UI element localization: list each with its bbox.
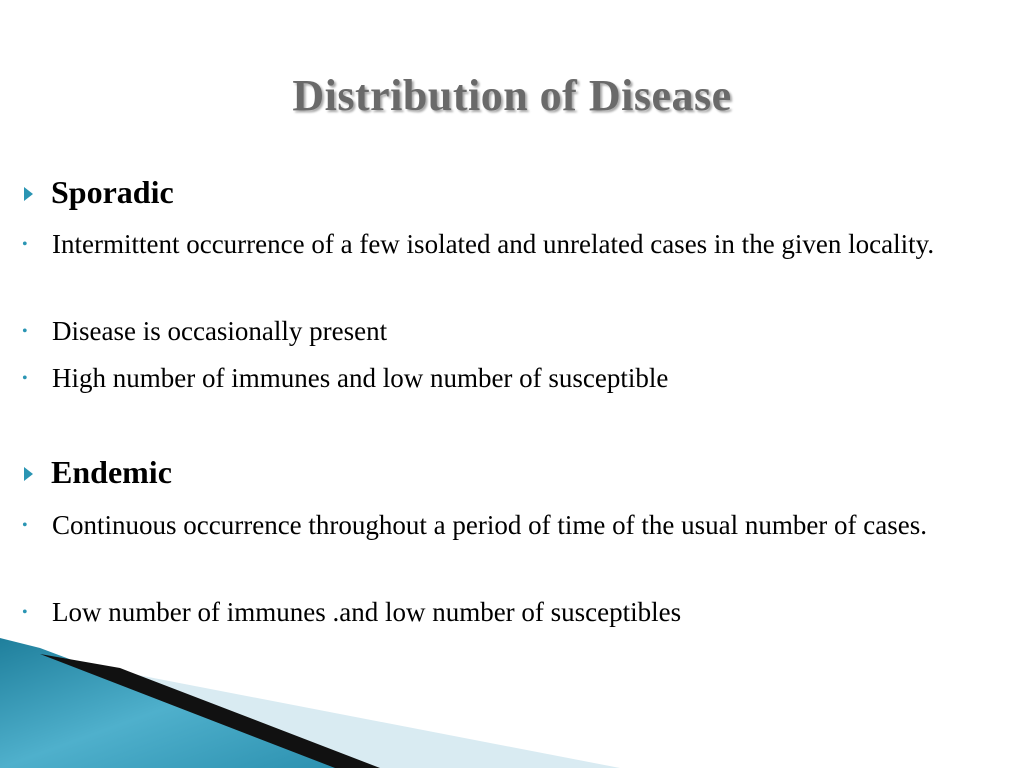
bullet-text: High number of immunes and low number of susceptible [52, 363, 669, 393]
bullet-dot-icon: • [22, 517, 28, 534]
bullet-text: Continuous occurrence throughout a period of time of the usual number of cases. [52, 510, 928, 540]
section-heading-text: Endemic [51, 454, 172, 490]
arrow-bullet-icon [24, 467, 33, 481]
arrow-bullet-icon [24, 187, 33, 201]
bullet-dot-icon: • [22, 236, 28, 253]
section-heading-endemic [24, 454, 172, 491]
list-item [22, 311, 982, 352]
decorative-wave [0, 638, 1024, 768]
list-item [22, 505, 982, 546]
list-item [22, 358, 982, 399]
slide-title: Distribution of Disease [292, 71, 732, 120]
section-heading-sporadic [24, 174, 174, 211]
bullet-text: Disease is occasionally present [52, 316, 388, 346]
bullet-dot-icon: • [22, 323, 28, 340]
list-item [22, 592, 982, 633]
bullet-dot-icon: • [22, 604, 28, 621]
bullet-text: Low number of immunes .and low number of susceptibles [52, 597, 682, 627]
list-item [22, 224, 982, 265]
bullet-dot-icon: • [22, 370, 28, 387]
bullet-text: Intermittent occurrence of a few isolated and unrelated cases in the given locality. [52, 229, 935, 259]
section-heading-text: Sporadic [51, 174, 174, 210]
